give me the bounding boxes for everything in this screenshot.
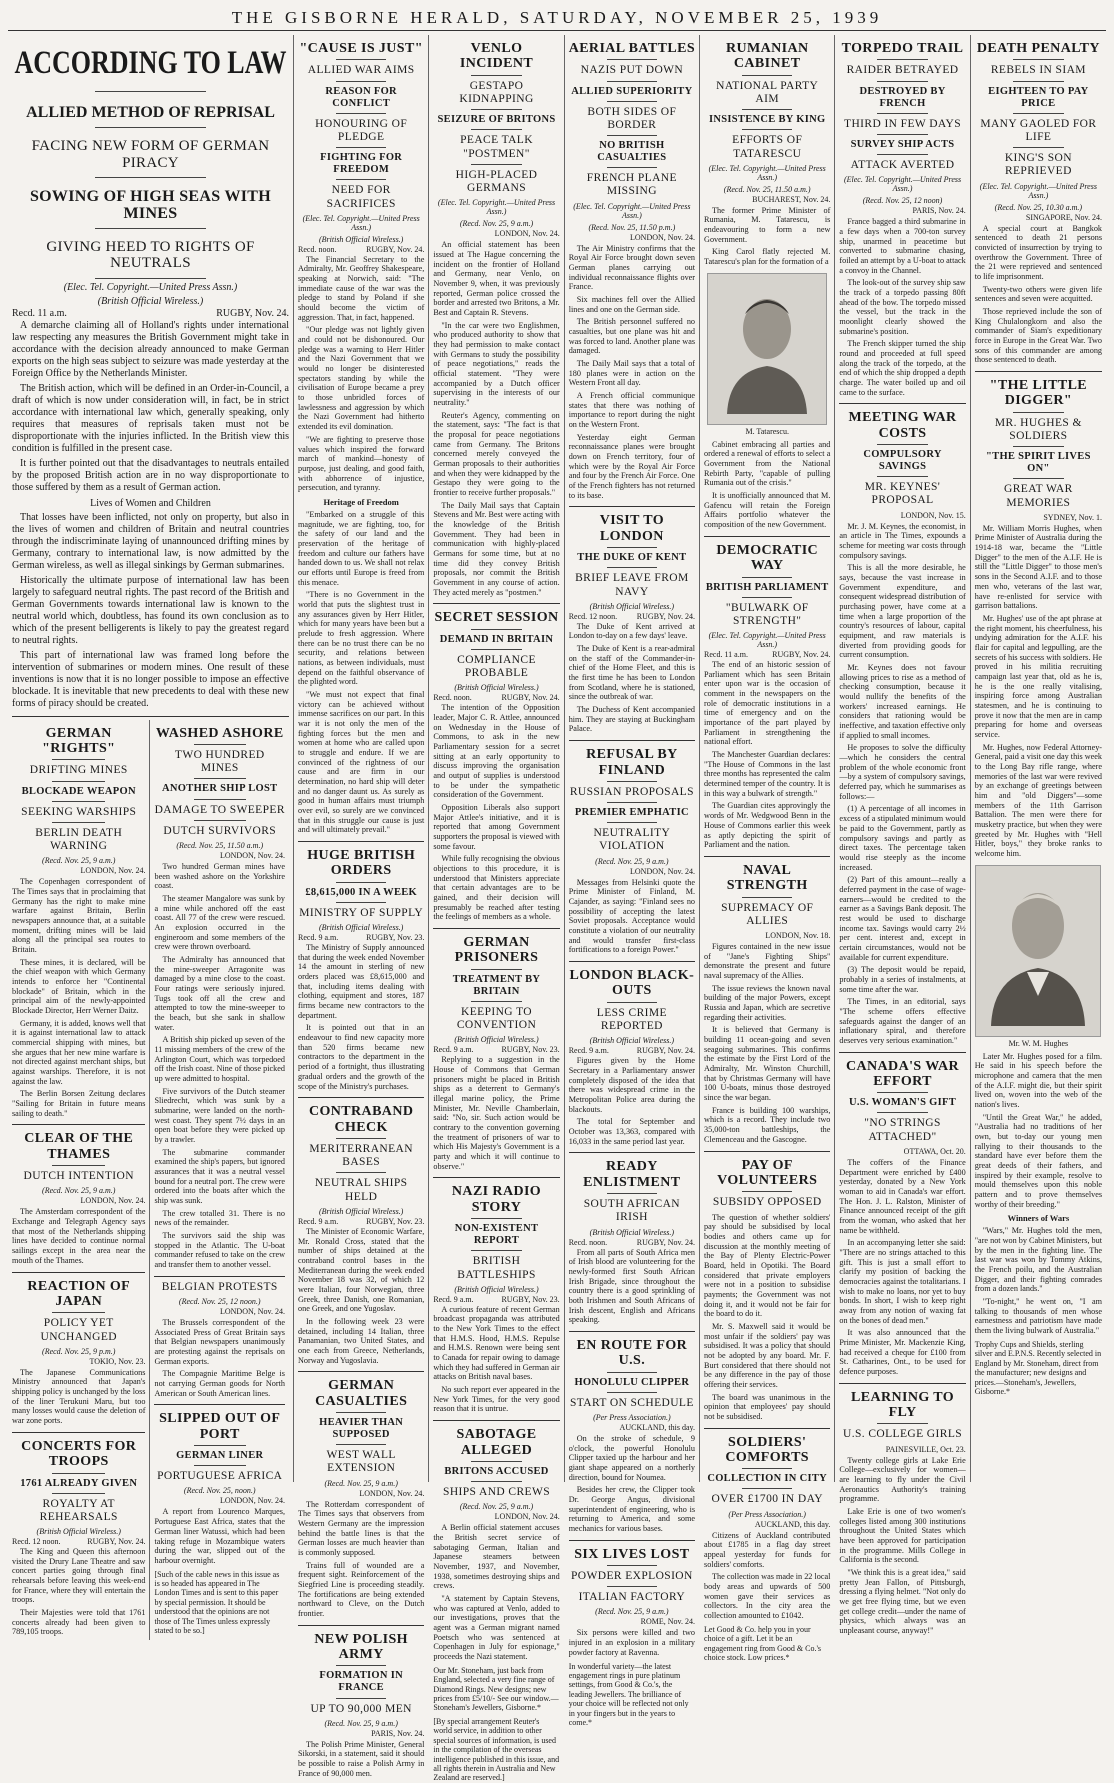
column-6: RUMANIAN CABINET NATIONAL PARTY AIM INSISTENCE BY KING EFFORTS OF TATARESCU (Elec. Tel. Copyright.—United Press Assn.) (Recd. Nov. 25, 11.50 a.m.) BUCHAREST, Nov. 24. The former Prime Minister of Rumania, M. Tatarescu, is endeavouring to form a new Government. King Carol flatly rejected M. Tatarescu's plan for the formation of a M. Tatarescu. Cabinet embracing all parties and ordered a renewal of efforts to select a Government from the National Rebirth Party, "capable of pulling Rumania out of the crisis." It is unofficially announced that M. Gafencu will retain the Foreign Affairs portfolio whatever the composition of the new Government. DEMOCRATIC WAY BRITISH PARLIAMENT "BULWARK OF STRENGTH" (Elec. Tel. Copyright.—United Press Assn.) Recd. 11 a.m. RUGBY, Nov. 24. The end of an historic session of Parliament which has seen Britain enter upon war is the occasion of comment in the newspapers on the role of democratic institutions in a time of emergency and on the importance of the part played by Parliament in strengthening the national effort. The Manchester Guardian declares: "The House of Commons in the last three months has represented the calm determined temper of the country. It is in this way a bulwark of strength." The Guardian cites approvingly the words of Mr. Wedgwood Benn in the House of Commons earlier this week as aptly depicting the spirit of Parliament and the nation. NAVAL STRENGTH SUPREMACY OF ALLIES LONDON, Nov. 18. Figures contained in the new issue of "Jane's Fighting Ships" demonstrate the present and future naval supremacy of the Allies. The issue reviews the known naval building of the major Powers, except Russia and Japan, which are secretive regarding their activities. It is believed that Germany is building 11 ocean-going and seven seagoing submarines. This confirms the estimate by the First Lord of the Admiralty, Mr. Winston Churchill, that by Christmas Germany will have 100 U-boats, minus those destroyed since the war began. France is building 100 warships, which is a record. They include two 35,000-ton battleships, the Clemenceau and the Gascogne. PAY OF VOLUNTEERS SUBSIDY OPPOSED The question of whether soldiers' pay should be subsidised by local bodies and others came up for discussion at the monthly meeting of the Bay of Plenty Electric-Power Board, held in Opotiki. The Board considered that private employers were not in a position to subsidise payments; the Government was not doing it, and it would not be fair for the board to do it. Mr. S. Maxwell said it would be most unfair if the soldiers' pay was subsidised. It was a policy that should not be adopted by any board. Mr. F. Burt considered that there should not be any difference in the pay of those offering their services. The board was unanimous in the opinion that employees' pay should not be subsidised. SOLDIERS' COMFORTS COLLECTION IN CITY OVER £1700 IN DAY (Per Press Association.) AUCKLAND, this day. Citizens of Auckland contributed about £1785 in a flag day street appeal yesterday for funds for soldiers' comforts. The collection was made in 22 local body areas and upwards of 500 women gave their services as collectors. In the city area the collection amounted to £1042. Let Good & Co. help you in your choice of a gift. Let it be an engagement ring from Good & Co.'s choice stock. Low prices.* xyxy=(700,35,835,1482)
column-1: GERMAN "RIGHTS" DRIFTING MINES BLOCKADE WEAPON SEEKING WARSHIPS BERLIN DEATH WARNING (Recd. Nov. 25, 9 a.m.) LONDON, Nov. 24. The Copenhagen correspondent of The Times says that in proclaiming that Germany has the right to make mine warfare against Britain, Berlin newspapers announce that, at a suitable moment, drifting mines will be laid along all the principal sea routes to Britain. These mines, it is declared, will be the chief weapon with which Germany intends to enforce her "Continental blockade" of Britain, which in the principal aim of the newly-appointed Blockade Director, Herr Werner Daitz. Germany, it is added, knows well that it is against international law to attack commercial shipping with mines, but she argues that her new mine warfare is not directed against merchant ships, but against warships. Therefore, it is not against the law. The Berlin Borsen Zeitung declares "Sailing for Britain in future means sailing to death." CLEAR OF THE THAMES DUTCH INTENTION (Recd. Nov. 25, 9 a.m.) LONDON, Nov. 24. The Amsterdam correspondent of the Exchange and Telegraph Agency says that most of the Netherlands shipping lines have decided to continue normal sailings except in the area near the mouth of the Thames. REACTION OF JAPAN POLICY YET UNCHANGED (Recd. Nov. 25, 9 p.m.) TOKIO, Nov. 23. The Japanese Communications Ministry announced that Japan's shipping policy is unchanged by the loss of the liner Terukuni Maru, but too many losses would cause the deletion of war zone ports. CONCERTS FOR TROOPS 1761 ALREADY GIVEN ROYALTY AT REHEARSALS (British Official Wireless.) Recd. 12 noon. RUGBY, Nov. 24. The King and Queen this afternoon visited the Drury Lane Theatre and saw concert parties going through final rehearsals before leaving this week-end for France, where they will entertain the troops. Their Majesties were told that 1761 concerts already had been given to 789,105 troops. xyxy=(12,720,150,1640)
story-volunteers-headline: PAY OF VOLUNTEERS xyxy=(717,1157,818,1188)
column-2: WASHED ASHORE TWO HUNDRED MINES ANOTHER SHIP LOST DAMAGE TO SWEEPER DUTCH SURVIVORS (Recd. Nov. 25, 11.50 a.m.) LONDON, Nov. 24. Two hundred German mines have been washed ashore on the Yorkshire coast. The steamer Mangalore was sunk by a mine while anchored off the east coast. All 77 of the crew were rescued. An explosion occurred in the engineroom and some members of the crew were thrown overboard. The Admiralty has announced that the mine-sweeper Arragonite was damaged by a mine close to the coast. Four ratings were seriously injured. Tugs took off all the crew and attempted to tow the mine-sweeper to the beach, but she sank in shallow water. A British ship picked up seven of the 11 missing members of the crew of the Arlington Court, which was torpedoed off the Irish coast. Nine of those picked up were admitted to hospital. Five survivors of the Dutch steamer Sliedrecht, which was sunk by a submarine, were landed on the north-west coast. They spent 7½ days in an open boat before they were picked up by a trawler. The submarine commander examined the ship's papers, but ignored assurances that it was a neutral vessel bound for a neutral port. The crew were ordered into the boats after which the ship was sunk. The crew totalled 31. There is no news of the remainder. The survivors said the ship was stopped in the Atlantic. The U-boat commander refused to take on the crew and transfer them to another vessel. BELGIAN PROTESTS (Recd. Nov. 25, 12 noon.) LONDON, Nov. 24. The Brussels correspondent of the Associated Press of Great Britain says that Belgian newspapers unanimously are protesting against the reprisals on German exports. The Compagnie Maritime Belge is not carrying German goods for North American or South American lines. SLIPPED OUT OF PORT GERMAN LINER PORTUGUESE AFRICA (Recd. Nov. 25, noon.) LONDON, Nov. 24. A report from Lourenco Marques, Portuguese East Africa, states that the German liner Watussi, which had been taking refuge in Mozambique waters during the war, slipped out of the harbour overnight. [Such of the cable news in this issue as is so headed has appeared in The London Times and is sent to this paper by special permission. It should be understood that the opinions are not those of The Times unless expressly stated to be so.] xyxy=(154,725,285,1636)
story-polish-headline: NEW POLISH ARMY xyxy=(314,1631,408,1663)
column-3: "CAUSE IS JUST" ALLIED WAR AIMS REASON FOR CONFLICT HONOURING OF PLEDGE FIGHTING FOR FREEDOM NEED FOR SACRIFICES (Elec. Tel. Copyright.—United Press Assn.) (British Official Wireless.) Recd. noon. RUGBY, Nov. 24. The Financial Secretary to the Admiralty, Mr. Geoffrey Shakespeare, speaking at Norwich, said: "The immediate cause of the war was the pledge to stand by Poland if she should become the victim of aggression. That, in fact, happened. "Our pledge was not lightly given and could not be dishonoured. Our pledge was a warning to Herr Hitler and the Nazi Government that we would no longer be disinterested spectators standing by while the civilisation of Europe became a prey to those unbridled forces of lawlessness and aggression by which the Nazi Government had hitherto extended its evil domination. "We are fighting to preserve those values which inspired the forward march of mankind—honesty of purpose, just dealing, and good faith, with abhorrence of injustice, persecution, and tyranny. Heritage of Freedom "Embarked on a struggle of this magnitude, we are fighting, too, for the safety of our land and the preservation of the heritage of freedom and culture our fathers have handed down to us. We shall not relax our efforts until Europe is freed from this menace. "There is no Government in the world that puts the slightest trust in any assurances given by Herr Hitler, which for many years have been but a prelude to fresh aggression. Where there can be no trust there can be no security, and relations between nations, as between individuals, must depend on the faithful observance of the plighted word. "We must not expect that final victory can be achieved without immense sacrifices on our part. In this war it is not only the men of the fighting forces but the men and women at home who are called upon to struggle and endure. If we are convinced of the rightness of our cause and are firm in our determination, no hard ship will deter and no danger daunt us. As surely as good in human affairs must triumph over evil, so surely are we convinced that in this struggle our cause is just and will ultimately prevail." HUGE BRITISH ORDERS £8,615,000 IN A WEEK MINISTRY OF SUPPLY (British Official Wireless.) Recd. 9 a.m. RUGBY, Nov. 23. The Ministry of Supply announced that during the week ended November 14 the amount in sterling of new orders placed was £8,615,000 and that, including items dealing with clothing, equipment and stores, 187 firms became new contractors to the department. It is pointed out that in an endeavour to find new capacity more than 520 firms became new contractors to the department in the period of a fortnight, thus illustrating gradual orders and the growth of the scope of the Ministry's purchases. CONTRABAND CHECK MERITERRANEAN BASES NEUTRAL SHIPS HELD (British Official Wireless.) Recd. 9 a.m. RUGBY, Nov. 23. The Minister of Economic Warfare, Mr. Ronald Cross, stated that the number of ships detained at the contraband control bases in the Mediterranean during the week ended November 18 was 32, of which 12 were Italian, four Norwegian, three Greek, three Danish, one Romanian, one Greek, and one Yugoslav. In the following week 23 were detained, including 14 Italian, three Panamanian, two United States, and one each from Greece, Netherlands, Norway and Yugoslavia. GERMAN CASUALTIES HEAVIER THAN SUPPOSED WEST WALL EXTENSION (Recd. Nov. 25, 9 a.m.) LONDON, Nov. 24. The Rotterdam correspondent of The Times says that observers from Western Germany are the impression behind the battle lines is that the German losses are much heavier than is commonly supposed. Trains full of wounded are a frequent sight. Reinforcement of the Siegfried Line is proceeding steadily. The fortifications are being extended northward to Cleve, on the Dutch frontier. NEW POLISH ARMY FORMATION IN FRANCE UP TO 90,000 MEN (Recd. Nov. 25, 9 a.m.) PARIS, Nov. 24. The Polish Prime Minister, General Sikorski, in a statement, said it should be possible to raise a Polish Army in France of 90,000 men. xyxy=(294,35,429,1482)
story-japan-headline: REACTION OF JAPAN xyxy=(27,1278,131,1309)
story-visit-headline: VISIT TO LONDON xyxy=(599,513,665,544)
lead-credit-1: (Elec. Tel. Copyright.—United Press Assn.) xyxy=(63,281,238,293)
column-7: TORPEDO TRAIL RAIDER BETRAYED DESTROYED BY FRENCH THIRD IN FEW DAYS SURVEY SHIP ACTS ATTACK AVERTED (Elec. Tel. Copyright.—United Press Assn.) (Recd. Nov. 25, 12 noon) PARIS, Nov. 24. France bagged a third submarine in a few days when a 700-ton survey ship, unarmed in peacetime but converted to submarine chasing, foiled an attempt by a U-boat to attack a convoy in the Channel. The look-out of the survey ship saw the track of a torpedo passing 80ft ahead of the bow. The torpedo missed the vessel, but the track in the moonlight clearly showed the submarine's position. The French skipper turned the ship round and proceeded at full speed along the track of the torpedo, at the end of which the ship dropped a depth charge. The water boiled up and oil came to the surface. MEETING WAR COSTS COMPULSORY SAVINGS MR. KEYNES' PROPOSAL LONDON, Nov. 15. Mr. J. M. Keynes, the economist, in an article in The Times, expounds a scheme for meeting war costs through compulsory savings. This is all the more desirable, he says, because the vast increase in Government expenditure, and consequent widespread distribution of purchasing power, have come at a time when a large proportion of the country's resources of labour, capital equipment, and raw materials is diverted from providing goods for current consumption. Mr. Keynes does not favour allowing prices to rise as a method of checking consumption, because it would nullify the benefits of the workers' increased earnings. He considers that rationing would be ineffective, and taxation effective only if applied to small incomes. He proposes to solve the difficulty—which he considers the central problem of the whole economic front—by a system of compulsory savings, deferred pay, which he summarises as follows:— (1) A percentage of all incomes in excess of a stipulated minimum would be paid to the Government, partly as compulsory savings and partly as direct taxes. The percentage taken would rise steeply as the income increased. (2) Part of this amount—really a deferred payment in the case of wage-earners—would be credited to the earner as a Savings Bank deposit. The rest would be used to discharge income tax. Savings would carry 2½ per cent. interest and, except in certain circumstances, would not be available for current expenditure. (3) The deposit would be repaid, probably in a series of instalments, at some time after the war. The Times, in an editorial, says "The scheme offers effective safeguards against the danger of an inflationary spiral, and therefore deserves very serious examination." CANADA'S WAR EFFORT U.S. WOMAN'S GIFT "NO STRINGS ATTACHED" OTTAWA, Oct. 20. The coffers of the Finance Department were enriched by £400 yesterday, donated by a New York woman to aid in Canada's war effort. The Hon. J. L. Ralston, Minister of Finance announced receipt of the gift from the woman, who asked that her name be withheld. In an accompanying letter she said: "There are no strings attached to this gift. This is just a small effort to clarify my position of backing the democracies against the totalitarians. I wish to make no loans, nor yet to buy bonds. In short, I wish to keep right away from any notion of waxing fat on the bones of dead men." It was also announced that the Prime Minister, Mr. Mackenzie King, had received a cheque for £100 from St. Catharines, Ont., to be used for defence purposes. LEARNING TO FLY U.S. COLLEGE GIRLS PAINESVILLE, Oct. 23. Twenty college girls at Lake Erie College—exclusively for women—are learning to fly under the Civil Aeronautics Authority's training programme. Lake Erie is one of two women's colleges listed among 300 institutions throughout the United States which have been approved for participation in the programme. Mills College in California is the second. "We think this is a great idea," said pretty Jean Fallon, of Pittsburgh, dressing a flying helmet. "Not only do we get free flying time, but we even get college credit—under the name of physics, which always was an unpleasant course, anyway!" xyxy=(835,35,970,1482)
lead-headline: ACCORDING TO LAW xyxy=(14,44,287,81)
story-naval-headline: NAVAL STRENGTH xyxy=(726,862,808,894)
story-washed-headline: WASHED ASHORE xyxy=(155,725,284,741)
lead-story xyxy=(12,44,289,710)
column-8: DEATH PENALTY REBELS IN SIAM EIGHTEEN TO PAY PRICE MANY GAOLED FOR LIFE KING'S SON REPRIEVED (Elec. Tel. Copyright.—United Press Assn.) (Recd. Nov. 25, 10.30 a.m.) SINGAPORE, Nov. 24. A special court at Bangkok sentenced to death 21 persons convicted of insurrection by trying to overthrow the Government. Three of the 21 were reprieved and sentenced to life imprisonment. Twenty-two others were given life sentences and seven were acquitted. Those reprieved include the son of King Chulalongkorn and also the commander of Siam's expeditionary force in Europe in the Great War. Two sons of this commander are among those sentenced to death. "THE LITTLE DIGGER" MR. HUGHES & SOLDIERS "THE SPIRIT LIVES ON" GREAT WAR MEMORIES SYDNEY, Nov. 1. Mr. William Morris Hughes, when Prime Minister of Australia during the 1914-18 war, became the "Little Digger" to the men of the A.I.F. He is still the "Little Digger" to those men's sons in the Second A.I.F. and to those men who, veterans of the last war, have re-enlisted for service with garrison battalions. Mr. Hughes' use of the apt phrase at the right moment, his cheerfulness, his undying admiration for the A.I.F. his flair for capital and legpulling, are the secrets of his success with soldiers. He proved in his militia recruiting campaign last year that, old as he is, he is the one really vitalising, inspiring force among Australian statesmen, and he is continuing to prove it now that the men are in camp preparing for home and overseas service. Mr. Hughes, now Federal Attorney-General, paid a visit one day this week to the Long Bay rifle range, where memories of the last war were revived by an exchange of greetings between him and "old Diggers"—some members of the 11th Garrison Battalion. The men were there for musketry practice, but when they were greeted by Mr. Hughes with "Hell Hitler, boys," they broke ranks to welcome him. Mr. W. M. Hughes Later Mr. Hughes posed for a film. He said in his speech before the microphone and camera that the men of the A.I.F. might die, but their spirit lived on, woven into the web of the nation's lives. "Until the Great War," he added, "Australia had no traditions of her own, but to-day our young men rallying to their thousands to the standard have ever before them the great deeds of their fathers, and inspired by their example, resolve to mould themselves upon this noble pattern and to prove themselves worthy of their breeding." Winners of Wars "Wars," Mr. Hughes told the men, "are not won by Cabinet Ministers, but by the men in the fighting line. The last war was won by Tommy Atkins, the French poilu, and the Australian Digger, and their fighting comrades from a dozen lands." "To-night," he went on, "I am talking to thousands of men whose earnestness and patriotism have made them the living bulwark of Australia." Trophy Cups and Shields, sterling silver and E.P.N.S. Recently selected in England by Mr. Stoneham, direct from the manufacturer; new designs and prices.—Stoneham's, Jewellers, Gisborne.* xyxy=(974,41,1103,1396)
story-enlistment-headline: READY ENLISTMENT xyxy=(583,1159,681,1190)
story-belgian-headline: BELGIAN PROTESTS xyxy=(161,1280,278,1293)
story-contraband-headline: CONTRABAND CHECK xyxy=(309,1104,414,1135)
story-blackouts-headline: LONDON BLACK-OUTS xyxy=(569,968,695,999)
lead-deck-3: SOWING OF HIGH SEAS WITH MINES xyxy=(29,187,272,222)
story-torpedo-headline: TORPEDO TRAIL xyxy=(841,41,964,56)
lead-body-2: That losses have been inflicted, not only on property, but also in the lives of women and children of Britain and neutral countries through the indiscriminate laying of unannounced drifting mines by Germany, contrary to international law, is now admitted by the German wireless, as well as illegal sinkings by German submarines. Historically the ultimate purpose of international law has been largely to safeguard neutral rights. The past record of the British and German Governments towards international law is known to the neutral world which, doubtless, has found its own conclusion as to which of the present belligerents is likely to pay the greatest regard to neutral rights. This part of international law was framed long before the intervention of submarines or modern mines. One result of these inventions is now that it is no longer possible to impose an effective blockade. It is inevitable that new precedents to deal with these new forms of piracy should be created. xyxy=(12,511,289,709)
story-learning-headline: LEARNING TO FLY xyxy=(851,1389,955,1421)
story-aerial-headline: AERIAL BATTLES xyxy=(568,41,696,56)
story-venlo-headline: VENLO INCIDENT xyxy=(459,41,534,72)
lead-subcolumns xyxy=(12,720,289,1640)
lead-subhead: Lives of Women and Children xyxy=(90,497,211,509)
story-death-headline: DEATH PENALTY xyxy=(976,41,1100,56)
story-six-lives-headline: SIX LIVES LOST xyxy=(574,1546,690,1562)
lead-deck-4: GIVING HEED TO RIGHTS OF NEUTRALS xyxy=(46,239,255,272)
story-canada-headline: CANADA'S WAR EFFORT xyxy=(846,1058,960,1089)
portrait-icon xyxy=(983,876,1093,1026)
story-war-costs-headline: MEETING WAR COSTS xyxy=(848,410,957,441)
story-democratic-headline: DEMOCRATIC WAY xyxy=(716,542,819,574)
hughes-photo xyxy=(975,865,1101,1037)
story-digger-headline: "THE LITTLE DIGGER" xyxy=(989,378,1088,409)
story-comforts-headline: SOLDIERS' COMFORTS xyxy=(725,1434,809,1465)
story-secret-headline: SECRET SESSION xyxy=(434,610,559,626)
tatarescu-photo xyxy=(707,273,827,425)
tatarescu-caption: M. Tatarescu. xyxy=(745,426,789,436)
story-finland-headline: REFUSAL BY FINLAND xyxy=(586,747,678,778)
story-german-rights-headline: GERMAN "RIGHTS" xyxy=(42,725,116,757)
column-4: VENLO INCIDENT GESTAPO KIDNAPPING SEIZURE OF BRITONS PEACE TALK "POSTMEN" HIGH-PLACED GERMANS (Elec. Tel. Copyright.—United Press Assn.) (Recd. Nov. 25, 9 a.m.) LONDON, Nov. 24. An official statement has been issued at The Hague concerning the incident on the frontier of Holland and Germany, near Venlo, on November 9, when, it was previously reported, German police crossed the border and arrested two Britons, a Mr. Best and Captain R. Stevens. "In the car were two Englishmen, who produced authority to show that they had permission to make contact with Germans to study the possibility of peace negotiations," reads the official statement. "They were accompanied by a Dutch officer supervising in the interests of our neutrality." Reuter's Agency, commenting on the statement, says: "The fact is that the proposal for peace negotiations came from Germany. The Britons concerned merely conveyed the German proposals to their authorities and when they were kidnapped by the Gestapo they were going to the frontier to receive further proposals." The Daily Mail says that Captain Stevens and Mr. Best were acting with the knowledge of the British Government. They had been in communication with highly-placed Germans for some time, but at no time did they convey British proposals, nor commit the British Government in any course of action. They acted merely as "postmen." SECRET SESSION DEMAND IN BRITAIN COMPLIANCE PROBABLE (British Official Wireless.) Recd. noon. RUGBY, Nov. 24. The intention of the Opposition leader, Major C. R. Attlee, announced on Wednesday in the House of Commons, to ask in the new Parliamentary session for a secret sitting at an early opportunity to discuss improving the organisation and output of supplies is understood to be under the sympathetic consideration of the Government. Opposition Liberals also support Major Attlee's initiative, and it is reported that among Government supporters the proposal is viewed with some favour. While fully recognising the obvious objections to this procedure, it is understood that Ministers appreciate that certain advantages are to be gained, and their decision will presumably be reached after testing the feelings of members as a whole. GERMAN PRISONERS TREATMENT BY BRITAIN KEEPING TO CONVENTION (British Official Wireless.) Recd. 9 a.m. RUGBY, Nov. 23. Replying to a suggestion in the House of Commons that German prisoners might be placed in British ships as a deterrent to Germany's illegal marine policy, the Prime Minister, Mr. Neville Chamberlain, said: "No, sir. Such action would be contrary to the convention governing the treatment of prisoners of war to which His Majesty's Government is a party and which it will continue to observe." NAZI RADIO STORY NON-EXISTENT REPORT BRITISH BATTLESHIPS (British Official Wireless.) Recd. 9 a.m. RUGBY, Nov. 23. A curious feature of recent German broadcast propaganda was attributed to the New York Times to the effect that H.M.S. Hood, H.M.S. Repulse and H.M.S. Renown were being sent to Canada for repair owing to damage which they had suffered in German air attacks on British naval bases. No such report ever appeared in the New York Times, for the very good reason that it is untrue. SABOTAGE ALLEGED BRITONS ACCUSED SHIPS AND CREWS (Recd. Nov. 25, 9 a.m.) LONDON, Nov. 24. A Berlin official statement accuses the British secret service of sabotaging German, Italian and Japanese steamers between November, 1937, and November, 1938, sometimes destroying ships and crews. "A statement by Captain Stevens, who was captured at Venlo, added to our investigations, proves that the agent was a German migrant named Poetsch who was sentenced at Copenhagen in July for espionage," proceeds the Nazi statement. Our Mr. Stoneham, just back from England, selected a very fine range of Diamond Rings. New designs; new prices from £5/10/- See our window.—Stoneham's Jewellers, Gisborne.* [By special arrangement Reuter's world service, in addition to other special sources of information, is used in the compilation of the overseas intelligence published in this issue, and all rights therein in Australia and New Zealand are reserved.] xyxy=(429,35,564,1482)
lead-body: A demarche claiming all of Holland's rights under international law respecting any measures the British Government might take in accordance with the decision already announced to make German exports on the high seas subject to seizure was made yesterday at the Foreign Office by the Netherlands Minister. The British action, which will be defined in an Order-in-Council, a draft of which is now under consideration will, in fact, be in strict accordance with international law which, generally speaking, only requires that measures of reprisals taken must not be disproportionate with the injuries inflicted. In the British view this condition is fulfilled in the present case. It is further pointed out that the disadvantages to neutrals entailed by the proposed British action are in no way disproportionate to those suffered by them as a result of German action. xyxy=(12,319,289,493)
story-rumanian-headline: RUMANIAN CABINET xyxy=(725,41,809,72)
column-lead xyxy=(8,35,294,1637)
story-casualties-headline: GERMAN CASUALTIES xyxy=(315,1378,408,1409)
portrait-icon xyxy=(717,284,817,414)
hughes-caption: Mr. W. M. Hughes xyxy=(1008,1038,1069,1048)
lead-deck-2: FACING NEW FORM OF GERMAN PIRACY xyxy=(31,138,270,171)
story-huge-orders-headline: HUGE BRITISH ORDERS xyxy=(307,848,416,879)
lead-deck-1: ALLIED METHOD OF REPRISAL xyxy=(26,104,275,122)
story-prisoners-headline: GERMAN PRISONERS xyxy=(454,935,539,966)
story-sabotage-headline: SABOTAGE ALLEGED xyxy=(456,1427,537,1458)
columns xyxy=(8,35,1106,1783)
story-thames-headline: CLEAR OF THE THAMES xyxy=(24,1131,134,1162)
lead-credit-2: (British Official Wireless.) xyxy=(97,295,204,307)
story-cause-headline: "CAUSE IS JUST" xyxy=(299,41,423,56)
masthead: THE GISBORNE HERALD, SATURDAY, NOVEMBER 25, 1939 xyxy=(8,6,1106,31)
lead-dateline: Recd. 11 a.m. RUGBY, Nov. 24. xyxy=(12,307,289,319)
story-nazi-radio-headline: NAZI RADIO STORY xyxy=(451,1184,542,1215)
column-5: AERIAL BATTLES NAZIS PUT DOWN ALLIED SUPERIORITY BOTH SIDES OF BORDER NO BRITISH CASUALTIES FRENCH PLANE MISSING (Elec. Tel. Copyright.—United Press Assn.) (Recd. Nov. 25, 11.50 p.m.) LONDON, Nov. 24. The Air Ministry confirms that the Royal Air Force brought down seven German planes carrying out individual reconnaissance flights over France. Six machines fell over the Allied lines and one on the German side. The British personnel suffered no casualties, but one plane was hit and was forced to land. Another plane was damaged. The Daily Mail says that a total of 180 planes were in action on the Western Front all day. A French official communique states that there was nothing of importance to report during the night on the Western Front. Yesterday eight German reconnaissance planes were brought down on French territory, four of which were by the Royal Air Force and four by the French Air Force. One of the French fighters has not returned to its base. VISIT TO LONDON THE DUKE OF KENT BRIEF LEAVE FROM NAVY (British Official Wireless.) Recd. 12 noon. RUGBY, Nov. 24. The Duke of Kent arrived at London to-day on a few days' leave. The Duke of Kent is a rear-admiral on the staff of the Commander-in-chief of the Home Fleet, and this is the first time he has been to London from Scotland, where he is stationed, since the outbreak of war. The Duchess of Kent accompanied him. They are staying at Buckingham Palace. REFUSAL BY FINLAND RUSSIAN PROPOSALS PREMIER EMPHATIC NEUTRALITY VIOLATION (Recd. Nov. 25, 9 a.m.) LONDON, Nov. 24. Messages from Helsinki quote the Prime Minister of Finland, M. Cajander, as saying: "Finland sees no possibility of accepting the latest Soviet proposals. Acceptance would constitute a violation of our neutrality and would transfer first-class fortifications to a foreign Power." LONDON BLACK-OUTS LESS CRIME REPORTED (British Official Wireless.) Recd. 9 a.m. RUGBY, Nov. 24. Figures given by the Home Secretary in a Parliamentary answer completely disposed of the idea that there was widespread crime in the Metropolitan Police area during the blackouts. The total for September and October was 13,363, compared with 16,033 in the same period last year. READY ENLISTMENT SOUTH AFRICAN IRISH (British Official Wireless.) Recd. noon. RUGBY, Nov. 24. From all parts of South Africa men of Irish blood are volunteering for the newly-formed first South African Irish Brigade, since throughout the country there is a good sprinkling of both Irishmen and South Africans of Irish descent, English and Africans speaking. EN ROUTE FOR U.S. HONOLULU CLIPPER START ON SCHEDULE (Per Press Association.) AUCKLAND, this day. On the stroke of schedule, 9 o'clock, the powerful Honolulu Clipper taxied up the harbour and her giant shape appeared on a northerly direction, bound for Noumea. Besides her crew, the Clipper took Dr. George Angus, divisional superintendent of engineering, who is returning to America, and some mechanics for various bases. SIX LIVES LOST POWDER EXPLOSION ITALIAN FACTORY (Recd. Nov. 25, 9 a.m.) ROME, Nov. 24. Six persons were killed and two injured in an explosion in a military powder factory at Ravenna. In wonderful variety—the latest engagement rings in pure platinum settings, from Good & Co.'s, the leading Jewellers. The brilliance of your choice will be reflected not only in your fingers but in the years to come.* xyxy=(565,35,700,1482)
story-slipped-headline: SLIPPED OUT OF PORT xyxy=(159,1411,281,1442)
story-enroute-headline: EN ROUTE FOR U.S. xyxy=(576,1337,688,1369)
story-concerts-headline: CONCERTS FOR TROOPS xyxy=(21,1438,137,1470)
